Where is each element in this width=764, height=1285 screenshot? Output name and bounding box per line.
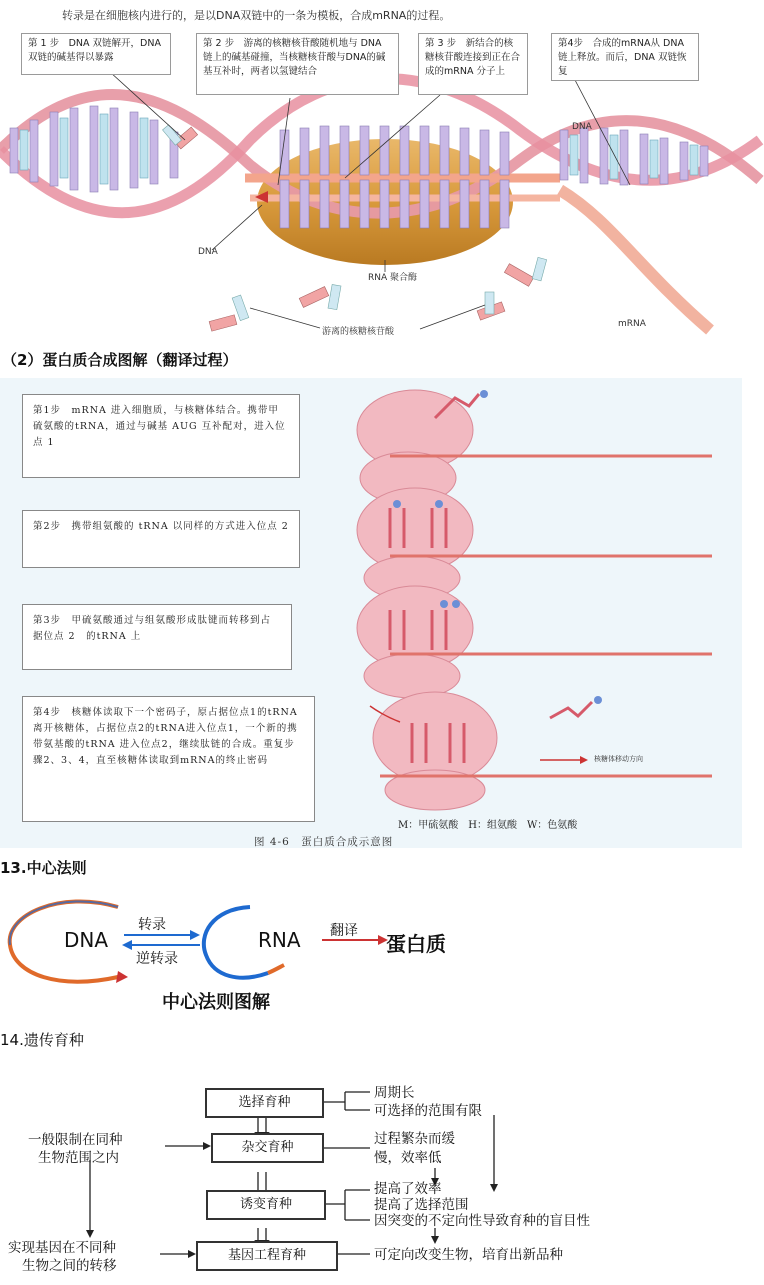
left-note-top-2: 生物范围之内: [38, 1150, 119, 1166]
free-nucleotides-label: 游离的核糖核苷酸: [322, 327, 395, 337]
amino-acid-legend: M：甲硫氨酸 H：组氨酸 W：色氨酸: [398, 820, 578, 831]
translation-figure: [0, 378, 742, 848]
transcription-step-3: 第 3 步 新结合的核糖核苷酸连接到正在合成的mRNA 分子上: [418, 33, 528, 95]
mutation-note-3: 因突变的不定向性导致育种的盲目性: [374, 1213, 590, 1229]
left-note-bottom-2: 生物之间的转移: [22, 1258, 117, 1274]
left-note-top-1: 一般限制在同种: [28, 1132, 123, 1148]
transcription-step-2: 第 2 步 游离的核糖核苷酸随机地与 DNA 链上的碱基碰撞，当核糖核苷酸与DNA的碱基互补时，两者以氢键结合: [196, 33, 399, 95]
translation-diagram: [340, 378, 742, 848]
hybrid-note-2: 慢，效率低: [374, 1150, 442, 1166]
transcription-figure: [0, 0, 764, 345]
translation-step-2: 第2步 携带组氨酸的 tRNA 以同样的方式进入位点 2: [22, 510, 300, 568]
selection-note-2: 可选择的范围有限: [374, 1103, 482, 1119]
central-dogma-dna: DNA: [64, 928, 109, 952]
hybrid-note-1: 过程繁杂而缓: [374, 1131, 455, 1147]
transcription-step-1: 第 1 步 DNA 双链解开，DNA 双链的碱基得以暴露: [21, 33, 171, 75]
central-dogma-reverse-label: 逆转录: [136, 951, 178, 967]
section-heading-breeding: 14.遗传育种: [0, 1031, 84, 1049]
gene-engineering-note: 可定向改变生物，培育出新品种: [374, 1247, 563, 1263]
translation-caption: 图 4-6 蛋白质合成示意图: [254, 836, 394, 848]
dna-label-left: DNA: [198, 247, 218, 257]
method-selection-breeding: 选择育种: [205, 1088, 324, 1118]
mutation-note-1: 提高了效率: [374, 1181, 442, 1197]
transcription-title: 转录是在细胞核内进行的，是以DNA双链中的一条为模板，合成mRNA的过程。: [62, 9, 451, 22]
mutation-note-2: 提高了选择范围: [374, 1197, 469, 1213]
ribosome-stage-4: [370, 692, 712, 810]
central-dogma-transcription-label: 转录: [138, 917, 166, 933]
method-hybrid-breeding: 杂交育种: [211, 1133, 324, 1163]
ribosome-stage-2: [357, 488, 712, 600]
central-dogma-translation-label: 翻译: [330, 923, 358, 939]
selection-note-1: 周期长: [374, 1085, 415, 1101]
central-dogma-rna: RNA: [258, 928, 301, 952]
mrna-label: mRNA: [618, 319, 646, 329]
ribosome-stage-3: [357, 586, 712, 698]
translation-step-4: 第4步 核糖体读取下一个密码子，原占据位点1的tRNA离开核糖体，占据位点2的tRNA进入位点1，一个新的携带氨基酸的tRNA 进入位点2，继续肽链的合成。重复步骤2、3、4，直至核糖体读取到mRNA的终止密码: [22, 696, 315, 822]
ribosome-direction-label: 核糖体移动方向: [594, 755, 643, 763]
translation-step-3: 第3步 甲硫氨酸通过与组氨酸形成肽键而转移到占据位点 2 的tRNA 上: [22, 604, 292, 670]
mrna-strand: [560, 190, 710, 330]
transcription-step-4: 第4步 合成的mRNA从 DNA 链上释放。而后，DNA 双链恢复: [551, 33, 699, 81]
translation-step-1: 第1步 mRNA 进入细胞质，与核糖体结合。携带甲硫氨酸的tRNA，通过与碱基 AUG 互补配对，进入位点 1: [22, 394, 300, 478]
dna-label-top: DNA: [572, 122, 592, 132]
rna-polymerase-label: RNA 聚合酶: [368, 273, 418, 283]
left-note-bottom-1: 实现基因在不同种: [8, 1240, 116, 1256]
method-mutation-breeding: 诱变育种: [206, 1190, 326, 1220]
central-dogma-protein: 蛋白质: [386, 932, 446, 956]
section-heading-translation: （2）蛋白质合成图解（翻译过程）: [2, 351, 238, 369]
method-gene-engineering: 基因工程育种: [196, 1241, 338, 1271]
central-dogma-title: 中心法则图解: [162, 992, 270, 1013]
section-heading-central-dogma: 13.中心法则: [0, 859, 87, 877]
ribosome-stage-1: [357, 390, 712, 504]
